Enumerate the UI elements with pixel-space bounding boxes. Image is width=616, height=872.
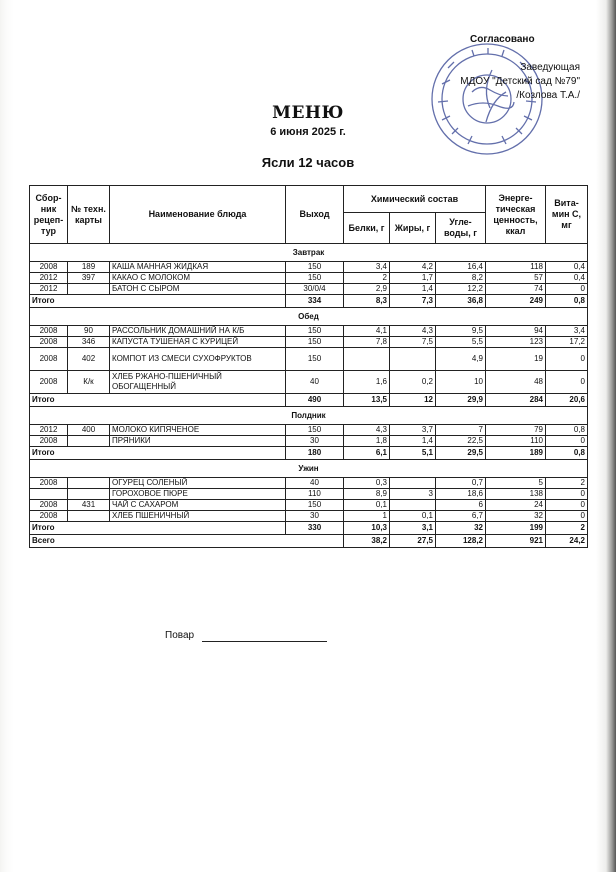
grand-total-energy: 921: [486, 535, 546, 548]
total-proteins: 10,3: [344, 522, 390, 535]
cell-dish: ХЛЕБ РЖАНО-ПШЕНИЧНЫЙ ОБОГАЩЕННЫЙ: [110, 371, 286, 394]
cell-fats: [390, 500, 436, 511]
cell-vitamin: 0: [546, 489, 588, 500]
cell-vitamin: 0: [546, 371, 588, 394]
cell-proteins: 4,1: [344, 326, 390, 337]
cell-tech-card: К/к: [68, 371, 110, 394]
cell-dish: КАША МАННАЯ ЖИДКАЯ: [110, 262, 286, 273]
cell-dish: МОЛОКО КИПЯЧЕНОЕ: [110, 425, 286, 436]
cell-carbs: 4,9: [436, 348, 486, 371]
cell-vitamin: 0: [546, 284, 588, 295]
table-row: [30, 337, 588, 348]
table-row: [30, 348, 588, 371]
cell-fats: 4,3: [390, 326, 436, 337]
total-label: Итого: [30, 394, 286, 407]
cell-output: 150: [286, 262, 344, 273]
approval-title: Согласовано: [470, 34, 535, 45]
cell-collection: 2012: [30, 284, 68, 295]
section-row: [30, 244, 588, 262]
cell-collection: 2008: [30, 500, 68, 511]
approval-position: Заведующая: [520, 62, 580, 73]
total-fats: 12: [390, 394, 436, 407]
cell-proteins: 1: [344, 511, 390, 522]
total-row: [30, 447, 588, 460]
total-proteins: 13,5: [344, 394, 390, 407]
cell-dish: ГОРОХОВОЕ ПЮРЕ: [110, 489, 286, 500]
grand-total-vitamin: 24,2: [546, 535, 588, 548]
cell-energy: 79: [486, 425, 546, 436]
cell-dish: КАКАО С МОЛОКОМ: [110, 273, 286, 284]
cell-output: 30: [286, 436, 344, 447]
header-carbs: Угле-воды, г: [436, 213, 486, 244]
total-label: Итого: [30, 295, 286, 308]
cell-tech-card: 402: [68, 348, 110, 371]
total-energy: 189: [486, 447, 546, 460]
cell-tech-card: 189: [68, 262, 110, 273]
total-carbs: 29,5: [436, 447, 486, 460]
cell-tech-card: 400: [68, 425, 110, 436]
total-fats: 7,3: [390, 295, 436, 308]
header-energy: Энерге-тическая ценность, ккал: [486, 186, 546, 244]
cell-fats: 0,1: [390, 511, 436, 522]
cell-carbs: 6: [436, 500, 486, 511]
cell-vitamin: 3,4: [546, 326, 588, 337]
total-output: 490: [286, 394, 344, 407]
table-row: [30, 478, 588, 489]
total-fats: 3,1: [390, 522, 436, 535]
menu-table: [29, 185, 588, 548]
cell-proteins: 2: [344, 273, 390, 284]
approval-name: /Козлова Т.А./: [516, 90, 580, 101]
cell-collection: 2008: [30, 326, 68, 337]
cell-carbs: 16,4: [436, 262, 486, 273]
total-output: 334: [286, 295, 344, 308]
cell-collection: [30, 489, 68, 500]
cell-carbs: 12,2: [436, 284, 486, 295]
cell-vitamin: 0: [546, 348, 588, 371]
cell-tech-card: 346: [68, 337, 110, 348]
cell-collection: 2008: [30, 436, 68, 447]
section-row: [30, 407, 588, 425]
cell-output: 110: [286, 489, 344, 500]
header-fats: Жиры, г: [390, 213, 436, 244]
cook-signature-line: [202, 641, 327, 642]
cell-dish: ПРЯНИКИ: [110, 436, 286, 447]
cell-vitamin: 0,8: [546, 425, 588, 436]
cell-proteins: 8,9: [344, 489, 390, 500]
cell-carbs: 22,5: [436, 436, 486, 447]
cell-vitamin: 0,4: [546, 273, 588, 284]
header-tech-card: № техн. карты: [68, 186, 110, 244]
table-row: [30, 425, 588, 436]
cell-dish: КОМПОТ ИЗ СМЕСИ СУХОФРУКТОВ: [110, 348, 286, 371]
grand-total-carbs: 128,2: [436, 535, 486, 548]
section-title: Завтрак: [30, 244, 588, 262]
header-collection: Сбор-ник рецеп-тур: [30, 186, 68, 244]
table-row: [30, 371, 588, 394]
total-vitamin: 2: [546, 522, 588, 535]
grand-total-row: [30, 535, 588, 548]
cell-output: 30/0/4: [286, 284, 344, 295]
total-row: [30, 295, 588, 308]
header-vitamin: Вита-мин С, мг: [546, 186, 588, 244]
approval-org: МДОУ "Детский сад №79": [460, 76, 580, 87]
cell-fats: 7,5: [390, 337, 436, 348]
section-title: Ужин: [30, 460, 588, 478]
cell-fats: 1,4: [390, 284, 436, 295]
total-vitamin: 0,8: [546, 447, 588, 460]
total-output: 180: [286, 447, 344, 460]
cell-energy: 118: [486, 262, 546, 273]
cell-output: 30: [286, 511, 344, 522]
table-row: [30, 489, 588, 500]
total-output: 330: [286, 522, 344, 535]
cell-carbs: 10: [436, 371, 486, 394]
total-carbs: 32: [436, 522, 486, 535]
section-title: Обед: [30, 308, 588, 326]
table-row: [30, 436, 588, 447]
cell-vitamin: 2: [546, 478, 588, 489]
cell-energy: 74: [486, 284, 546, 295]
cell-carbs: 8,2: [436, 273, 486, 284]
cell-dish: КАПУСТА ТУШЕНАЯ С КУРИЦЕЙ: [110, 337, 286, 348]
cell-collection: 2008: [30, 371, 68, 394]
total-proteins: 8,3: [344, 295, 390, 308]
cell-tech-card: [68, 489, 110, 500]
cell-tech-card: [68, 436, 110, 447]
table-row: [30, 326, 588, 337]
cell-energy: 48: [486, 371, 546, 394]
cell-energy: 19: [486, 348, 546, 371]
cell-energy: 32: [486, 511, 546, 522]
cell-fats: 1,4: [390, 436, 436, 447]
cell-energy: 5: [486, 478, 546, 489]
total-energy: 284: [486, 394, 546, 407]
table-row: [30, 511, 588, 522]
cell-collection: 2008: [30, 262, 68, 273]
cell-proteins: 2,9: [344, 284, 390, 295]
page-title: МЕНЮ: [272, 103, 344, 123]
grand-total-fats: 27,5: [390, 535, 436, 548]
cell-energy: 94: [486, 326, 546, 337]
cell-carbs: 0,7: [436, 478, 486, 489]
cook-label: Повар: [165, 630, 195, 641]
cell-tech-card: [68, 284, 110, 295]
cell-output: 150: [286, 273, 344, 284]
cell-vitamin: 0: [546, 436, 588, 447]
total-carbs: 29,9: [436, 394, 486, 407]
cell-dish: БАТОН С СЫРОМ: [110, 284, 286, 295]
header-output: Выход: [286, 186, 344, 244]
cell-proteins: 4,3: [344, 425, 390, 436]
cell-output: 150: [286, 337, 344, 348]
header-proteins: Белки, г: [344, 213, 390, 244]
cell-collection: 2008: [30, 348, 68, 371]
cell-fats: 3: [390, 489, 436, 500]
cell-tech-card: 90: [68, 326, 110, 337]
cell-dish: ХЛЕБ ПШЕНИЧНЫЙ: [110, 511, 286, 522]
cell-vitamin: 17,2: [546, 337, 588, 348]
total-carbs: 36,8: [436, 295, 486, 308]
grand-total-label: Всего: [30, 535, 344, 548]
grand-total-proteins: 38,2: [344, 535, 390, 548]
cell-dish: РАССОЛЬНИК ДОМАШНИЙ НА К/Б: [110, 326, 286, 337]
total-row: [30, 522, 588, 535]
cell-carbs: 5,5: [436, 337, 486, 348]
table-row: [30, 500, 588, 511]
total-vitamin: 20,6: [546, 394, 588, 407]
cell-vitamin: 0,4: [546, 262, 588, 273]
cell-fats: [390, 348, 436, 371]
total-label: Итого: [30, 447, 286, 460]
cell-dish: ЧАЙ С САХАРОМ: [110, 500, 286, 511]
menu-date: 6 июня 2025 г.: [270, 126, 346, 138]
total-label: Итого: [30, 522, 286, 535]
cell-energy: 24: [486, 500, 546, 511]
cell-collection: 2008: [30, 478, 68, 489]
cell-fats: 1,7: [390, 273, 436, 284]
cell-fats: [390, 478, 436, 489]
table-row: [30, 284, 588, 295]
cell-proteins: 1,6: [344, 371, 390, 394]
cell-output: 40: [286, 478, 344, 489]
cell-collection: 2008: [30, 511, 68, 522]
cell-carbs: 9,5: [436, 326, 486, 337]
cell-tech-card: [68, 478, 110, 489]
total-energy: 249: [486, 295, 546, 308]
cell-output: 150: [286, 425, 344, 436]
cell-proteins: 1,8: [344, 436, 390, 447]
cell-energy: 138: [486, 489, 546, 500]
cell-collection: 2012: [30, 273, 68, 284]
total-proteins: 6,1: [344, 447, 390, 460]
header-chem: Химический состав: [344, 186, 486, 213]
total-row: [30, 394, 588, 407]
section-row: [30, 308, 588, 326]
cell-carbs: 18,6: [436, 489, 486, 500]
cell-carbs: 7: [436, 425, 486, 436]
total-vitamin: 0,8: [546, 295, 588, 308]
cell-tech-card: [68, 511, 110, 522]
table-row: [30, 262, 588, 273]
section-row: [30, 460, 588, 478]
cell-fats: 3,7: [390, 425, 436, 436]
cell-proteins: 7,8: [344, 337, 390, 348]
cell-vitamin: 0: [546, 500, 588, 511]
cell-vitamin: 0: [546, 511, 588, 522]
cell-proteins: [344, 348, 390, 371]
cell-output: 40: [286, 371, 344, 394]
cell-energy: 57: [486, 273, 546, 284]
menu-subtitle: Ясли 12 часов: [261, 155, 355, 170]
cell-proteins: 3,4: [344, 262, 390, 273]
cell-fats: 0,2: [390, 371, 436, 394]
table-row: [30, 273, 588, 284]
cell-carbs: 6,7: [436, 511, 486, 522]
section-title: Полдник: [30, 407, 588, 425]
cell-collection: 2012: [30, 425, 68, 436]
cell-proteins: 0,1: [344, 500, 390, 511]
cell-collection: 2008: [30, 337, 68, 348]
total-fats: 5,1: [390, 447, 436, 460]
cell-output: 150: [286, 326, 344, 337]
cell-tech-card: 397: [68, 273, 110, 284]
menu-table-body: [30, 244, 588, 548]
cell-fats: 4,2: [390, 262, 436, 273]
cell-tech-card: 431: [68, 500, 110, 511]
total-energy: 199: [486, 522, 546, 535]
cell-proteins: 0,3: [344, 478, 390, 489]
cell-energy: 110: [486, 436, 546, 447]
header-dish: Наименование блюда: [110, 186, 286, 244]
cell-output: 150: [286, 348, 344, 371]
cell-energy: 123: [486, 337, 546, 348]
cell-dish: ОГУРЕЦ СОЛЕНЫЙ: [110, 478, 286, 489]
cell-output: 150: [286, 500, 344, 511]
